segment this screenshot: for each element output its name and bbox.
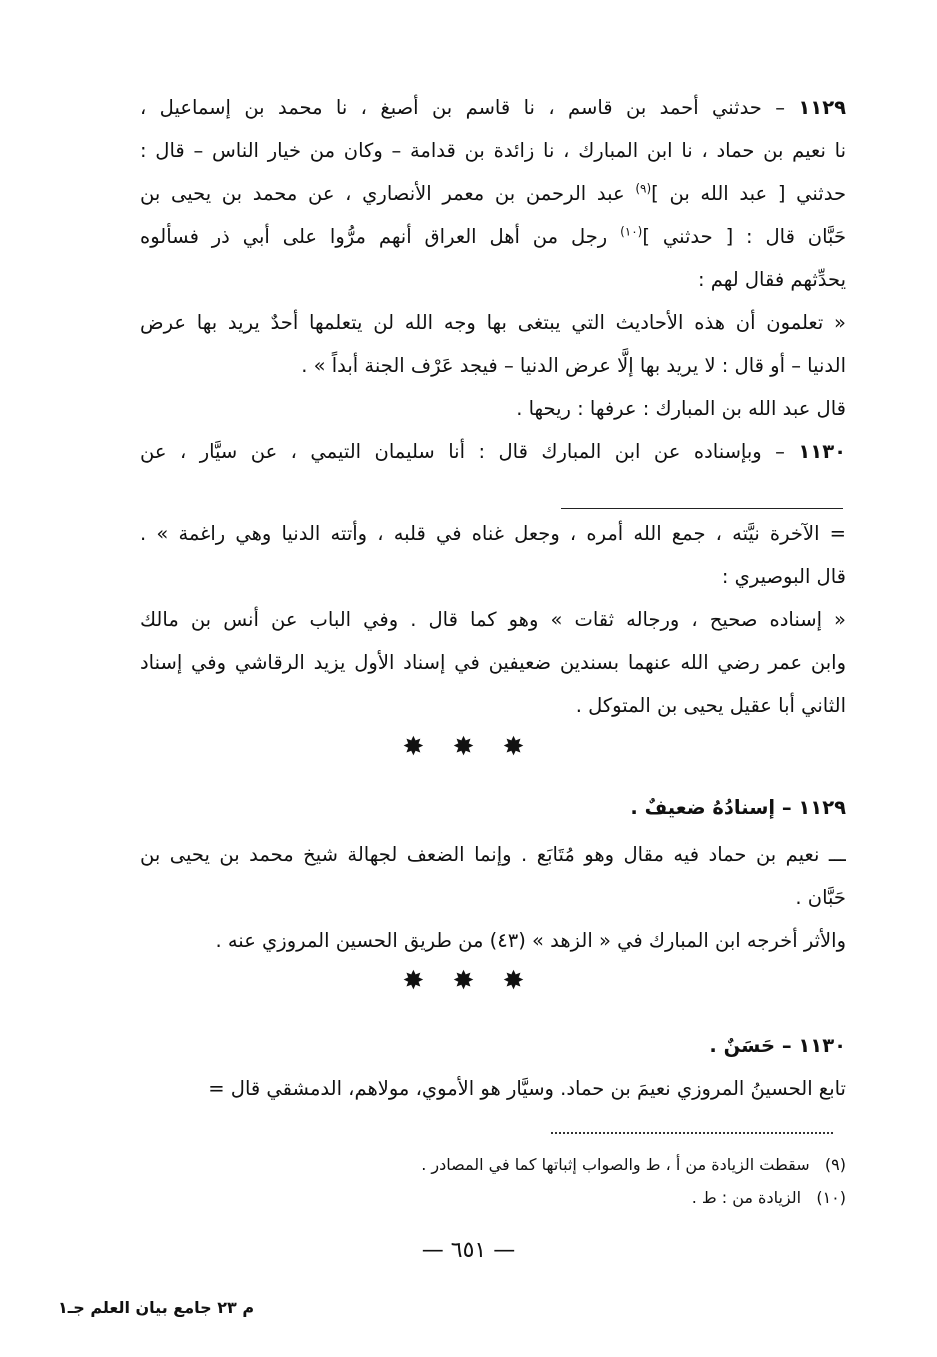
footnotes [140,1148,846,1214]
printer-signature: م ٢٣ جامع بيان العلم جـ١ [58,1298,255,1317]
footnote-ref-10[interactable]: (١٠) [620,224,643,239]
hadith-1129-line-3: حدثني [ عبد الله بن ]$^{(٩)}$ عبد الرحمن بن معمر الأنصاري ، عن محمد بن يحيى بن [140,181,846,205]
footnote-10 [140,1181,846,1214]
footnote-9 [140,1148,846,1181]
section-divider-stars: ✸ ✸ ✸ [402,732,535,762]
grading-title: ١١٣٠ – حَسَنٌ . [709,1034,846,1057]
hadith-1129-line-2: نا نعيم بن حماد ، نا ابن المبارك ، نا زائدة بن قدامة – وكان من خيار الناس – قال : [140,139,846,162]
grading-1130-line-1: تابع الحسينُ المروزي نعيمَ بن حماد. وسيَّار هو الأموي، مولاهم، الدمشقي قال = [208,1077,846,1100]
footnote-ref-9[interactable]: (٩) [635,181,652,196]
grading-1129-line-1: ـــ نعيم بن حماد فيه مقال وهو مُتَابَع . وإنما الضعف لجهالة شيخ محمد بن يحيى بن [140,843,846,866]
grading-1130 [140,1024,846,1110]
commentary-line-5: الثاني أبا عقيل يحيى بن المتوكل . [575,694,846,717]
grading-title: ١١٢٩ – إسنادُهُ ضعيفٌ . [630,796,846,819]
hadith-1129-line-7: الدنيا – أو قال : لا يريد بها إلَّا عرض الدنيا – فيجد عَرْف الجنة أبداً » . [301,354,846,377]
grading-1129 [140,786,846,962]
footnote-separator [551,1132,833,1134]
footnote-number: (١٠) [816,1188,846,1207]
hadith-1130-line: ١١٣٠ – وبإسناده عن ابن المبارك قال : أنا سليمان التيمي ، عن سيَّار ، عن [140,440,846,463]
footnote-text: الزيادة من : ط . [691,1188,802,1207]
hadith-1129-line-6: « تعلمون أن هذه الأحاديث التي يبتغى بها وجه الله لن يتعلمها أحدٌ يريد بها عرض [140,311,846,334]
commentary-line-1: = الآخرة نيَّته ، جمع الله أمره ، وجعل غناه في قلبه ، وأتته الدنيا وهي راغمة » . [140,522,846,545]
commentary-text [140,512,846,727]
hadith-number: ١١٣٠ [798,440,846,463]
commentary-line-3: « إسناده صحيح ، ورجاله ثقات » وهو كما قال . وفي الباب عن أنس بن مالك [140,608,846,631]
hadith-1129-line-1: ١١٢٩ – حدثني أحمد بن قاسم ، نا قاسم بن أصبغ ، نا محمد بن إسماعيل ، [140,96,846,119]
hadith-number: ١١٢٩ [798,96,846,119]
hadith-1129-line-8: قال عبد الله بن المبارك : عرفها : ريحها . [516,397,846,420]
grading-1129-line-2: حَبَّان . [795,886,846,909]
footnote-text: سقطت الزيادة من أ ، ط والصواب إثباتها كما في المصادر . [421,1155,810,1174]
separator-line [561,508,843,509]
commentary-line-2: قال البوصيري : [721,565,846,588]
hadith-1129-line-5: يحدِّثهم فقال لهم : [697,268,846,291]
section-divider-stars: ✸ ✸ ✸ [402,966,535,996]
main-text [140,86,846,473]
hadith-1129-line-4: حَبَّان قال : [ حدثني ]$^{(١٠)}$ رجل من أهل العراق أنهم مرُّوا على أبي ذر فسألوه [140,224,846,248]
footnote-number: (٩) [824,1155,846,1174]
grading-1129-line-3: والأثر أخرجه ابن المبارك في « الزهد » (٤٣) من طريق الحسين المروزي عنه . [215,929,846,952]
commentary-line-4: وابن عمر رضي الله عنهما بسندين ضعيفين في إسناد الأول يزيد الرقاشي وفي إسناد [140,651,846,674]
page-number: — ٦٥١ — [421,1238,516,1263]
